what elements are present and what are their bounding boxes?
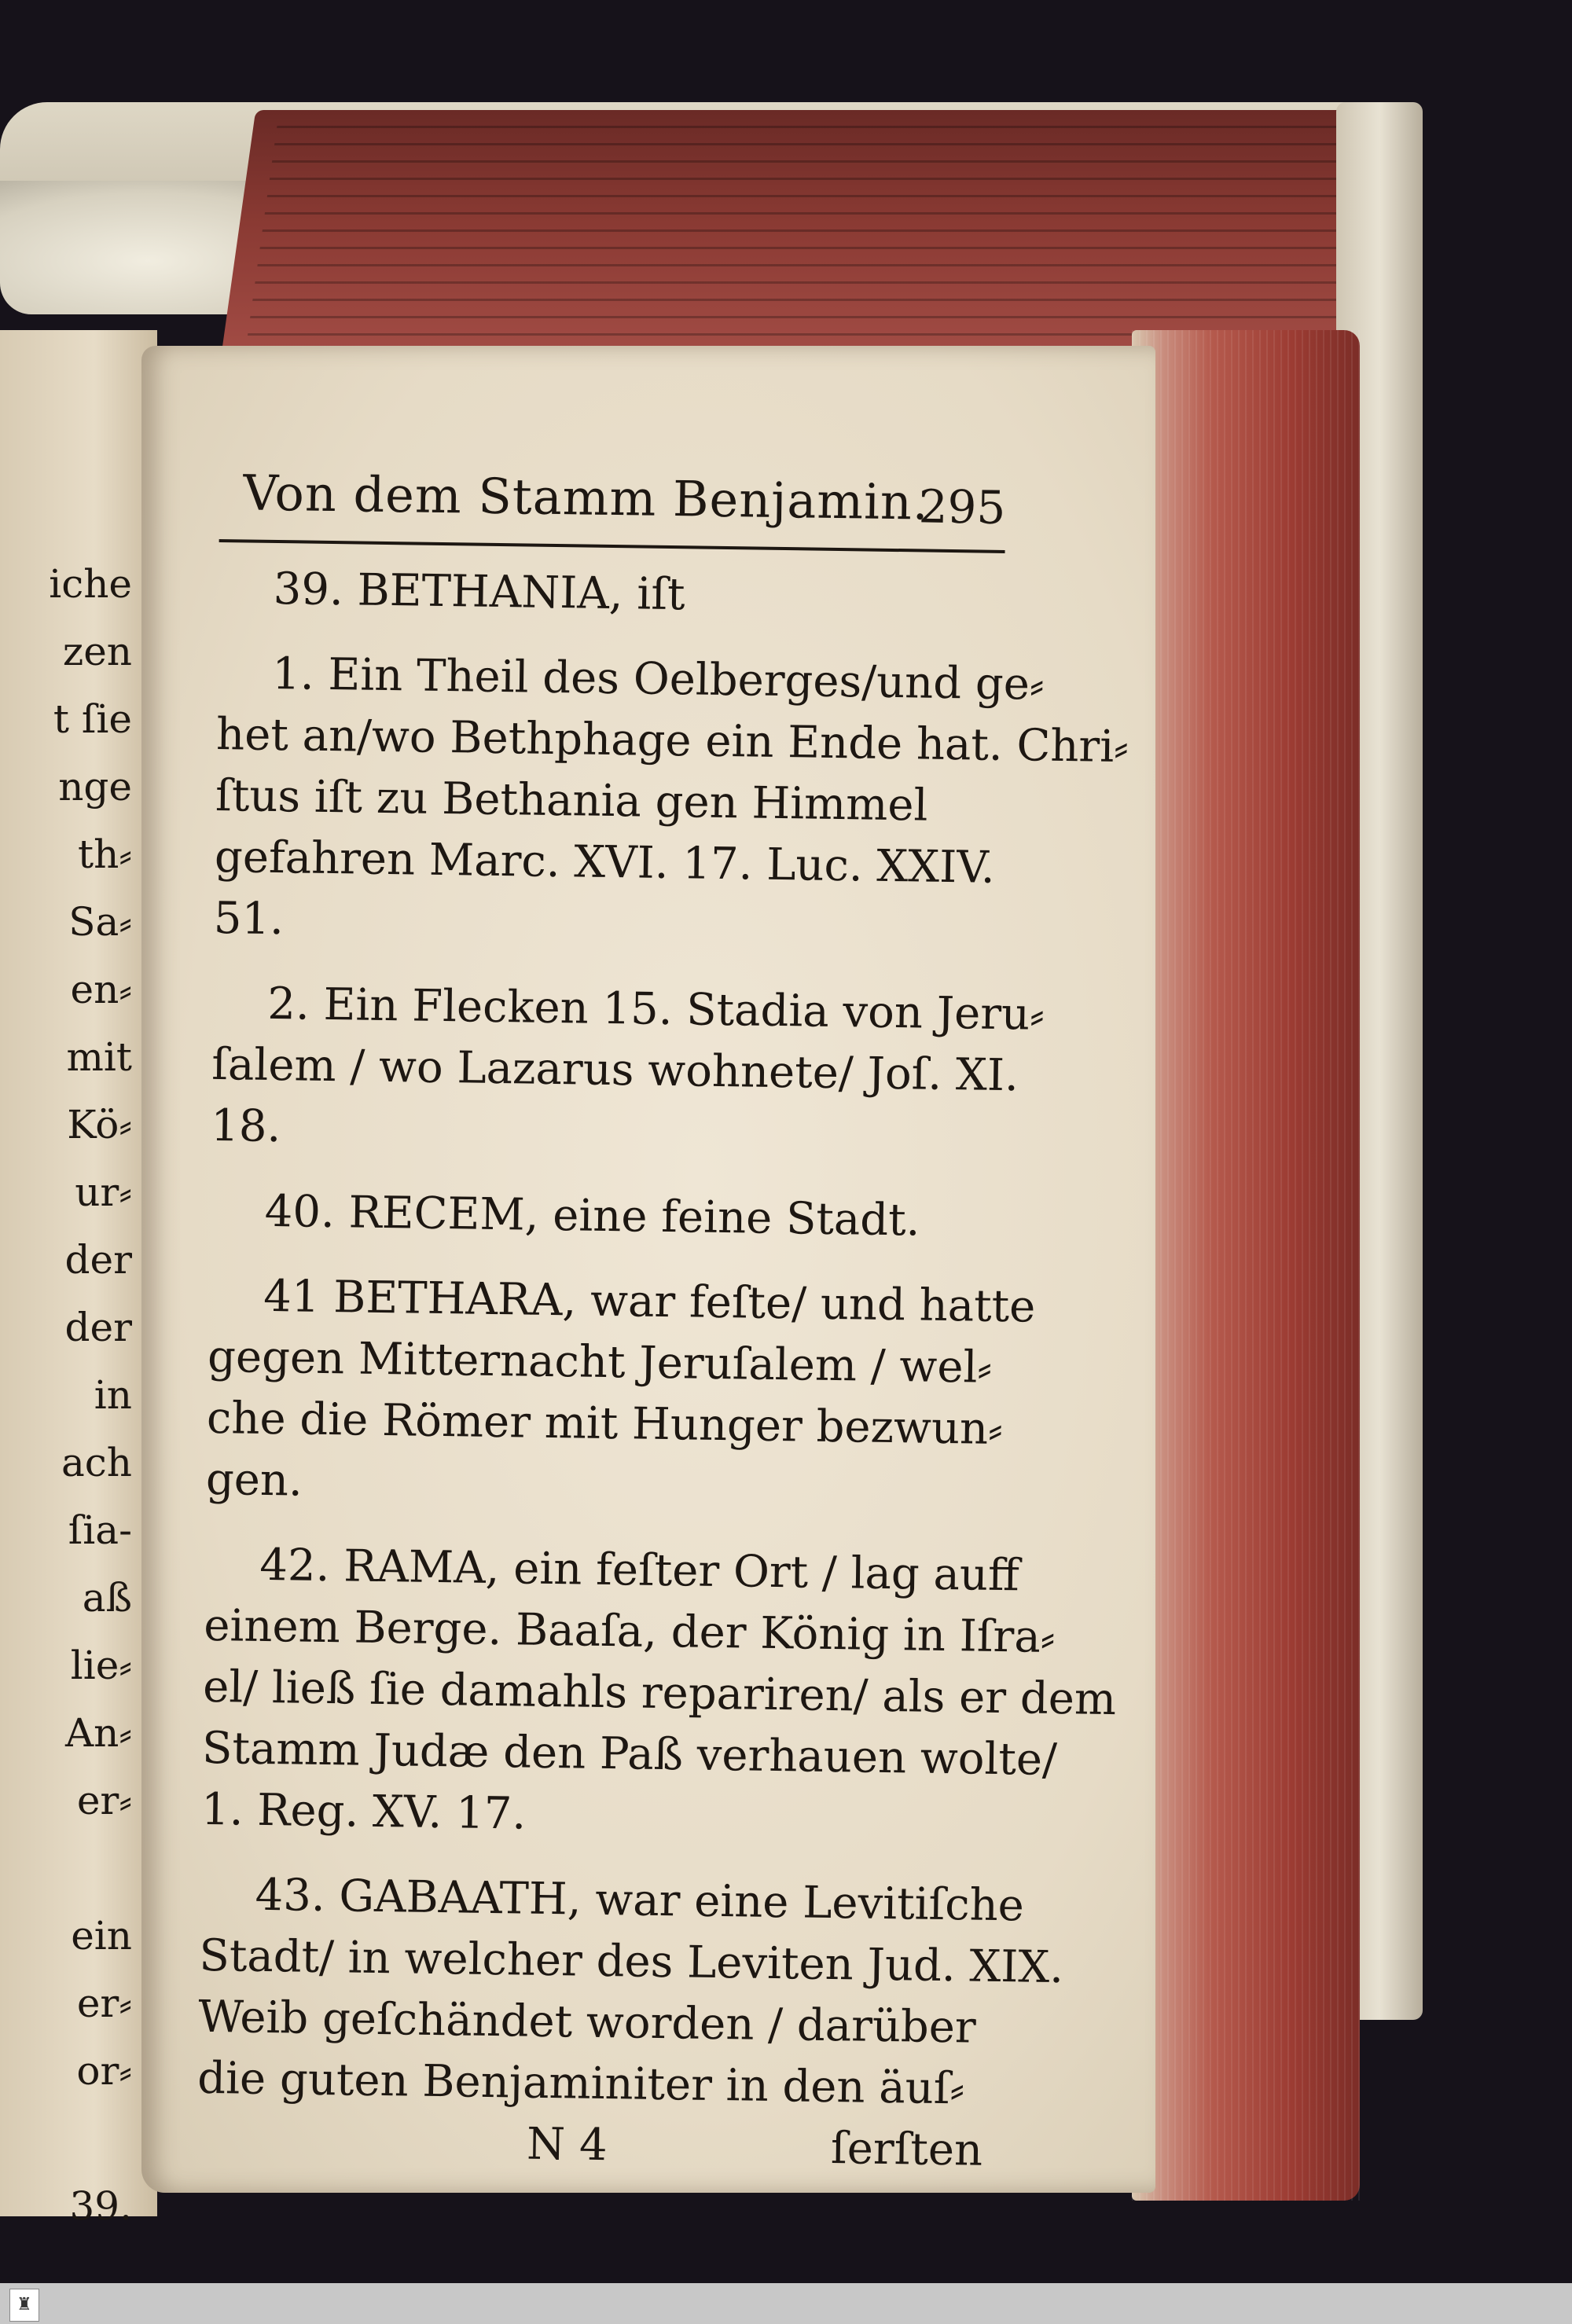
text-line: gen. xyxy=(205,1453,303,1507)
left-page-fragment: lie⸗ xyxy=(70,1643,132,1688)
page-text xyxy=(196,464,1129,2183)
text-line: 51. xyxy=(213,892,285,945)
text-line: gegen Mitternacht Jeruſalem / wel⸗ xyxy=(207,1331,993,1393)
left-page-fragment: ſia- xyxy=(68,1507,132,1553)
entry xyxy=(196,1864,1064,2120)
running-head xyxy=(219,464,1006,553)
text-line: el/ ließ ſie damahls repariren/ als er dem xyxy=(202,1661,1117,1726)
red-fore-edge xyxy=(1132,330,1360,2201)
left-page-fragment xyxy=(6,1834,132,1902)
text-line: Stadt/ in welcher des Leviten Jud. XIX. xyxy=(199,1929,1064,1994)
text-line: ſtus iſt zu Bethania gen Himmel xyxy=(215,769,928,832)
left-page-fragment: der xyxy=(64,1237,132,1283)
left-page-fragment: 39. xyxy=(69,2183,132,2229)
text-line: 18. xyxy=(210,1100,281,1153)
entry xyxy=(218,558,1005,630)
catchword: ſerſten xyxy=(830,2123,983,2176)
text-line: einem Berge. Baaſa, der König in Iſra⸗ xyxy=(203,1599,1056,1663)
catchline xyxy=(196,2109,983,2183)
left-page-fragment: nge xyxy=(58,764,132,810)
left-page-text-fragments xyxy=(6,550,132,2240)
left-page-fragment: zen xyxy=(62,629,132,674)
text-line: gefahren Marc. XVI. 17. Luc. XXIV. xyxy=(214,831,996,894)
text-line: 41 BETHARA, war feſte/ und hatte xyxy=(263,1270,1036,1333)
entry xyxy=(209,1180,996,1253)
left-page-fragment: der xyxy=(64,1305,132,1350)
entry xyxy=(210,973,1045,1168)
text-line: 40. RECEM, eine feine Stadt. xyxy=(264,1185,920,1246)
text-line: 39. BETHANIA, iſt xyxy=(273,563,686,621)
signature-mark: N 4 xyxy=(526,2118,608,2172)
left-page-fragment: ur⸗ xyxy=(75,1169,132,1215)
text-line: 1. Ein Theil des Oelberges/und ge⸗ xyxy=(271,648,1045,710)
scan-bottom-strip xyxy=(0,2283,1572,2324)
left-page-fragment: iche xyxy=(49,561,132,607)
running-head-title: Von dem Stamm Benjamin. xyxy=(242,464,930,531)
left-page-fragment: ach xyxy=(61,1440,132,1485)
header-rule xyxy=(219,539,1005,553)
left-page-fragment: in xyxy=(94,1372,132,1418)
text-line: 43. GABAATH, war eine Levitiſche xyxy=(255,1869,1025,1932)
left-page-fragment: aß xyxy=(82,1575,132,1621)
left-page-fragment: mit xyxy=(66,1034,132,1080)
left-page-fragment: ein xyxy=(71,1913,132,1959)
left-page-fragment: Kö⸗ xyxy=(67,1102,132,1147)
entry xyxy=(200,1534,1117,1852)
text-line: 1. Reg. XV. 17. xyxy=(200,1783,527,1840)
entries-list xyxy=(196,558,1129,2120)
left-page-fragment: An⸗ xyxy=(65,1710,132,1756)
text-line: die guten Benjaminiter in den äuſ⸗ xyxy=(196,2052,965,2115)
left-page-fragment: er⸗ xyxy=(76,1778,132,1823)
left-page-fragment xyxy=(6,2105,132,2172)
left-page-fragment: th⸗ xyxy=(78,832,132,877)
left-page-fragment: t ſie xyxy=(53,696,132,742)
text-line: 2. Ein Flecken 15. Stadia von Jeru⸗ xyxy=(266,978,1045,1041)
text-line: Weib geſchändet worden / darüber xyxy=(197,1991,977,2054)
library-logo-icon: ♜ xyxy=(9,2289,39,2322)
text-line: ſalem / wo Lazarus wohnete/ Joſ. XI. xyxy=(211,1038,1019,1102)
left-page-fragment: er⸗ xyxy=(76,1981,132,2026)
text-line: Stamm Judæ den Paß verhauen wolte/ xyxy=(201,1722,1058,1786)
entry xyxy=(213,643,1129,960)
text-line: het an/wo Bethphage ein Ende hat. Chri⸗ xyxy=(215,708,1129,773)
left-page-fragment: Sa⸗ xyxy=(68,899,132,945)
left-page-fragment: en⸗ xyxy=(70,967,132,1012)
text-line: 42. RAMA, ein feſter Ort / lag auff xyxy=(259,1539,1020,1602)
page-number: 295 xyxy=(918,479,1006,534)
entry xyxy=(205,1265,1036,1522)
text-line: che die Römer mit Hunger bezwun⸗ xyxy=(206,1392,1004,1456)
left-page-fragment: or⸗ xyxy=(76,2048,132,2094)
